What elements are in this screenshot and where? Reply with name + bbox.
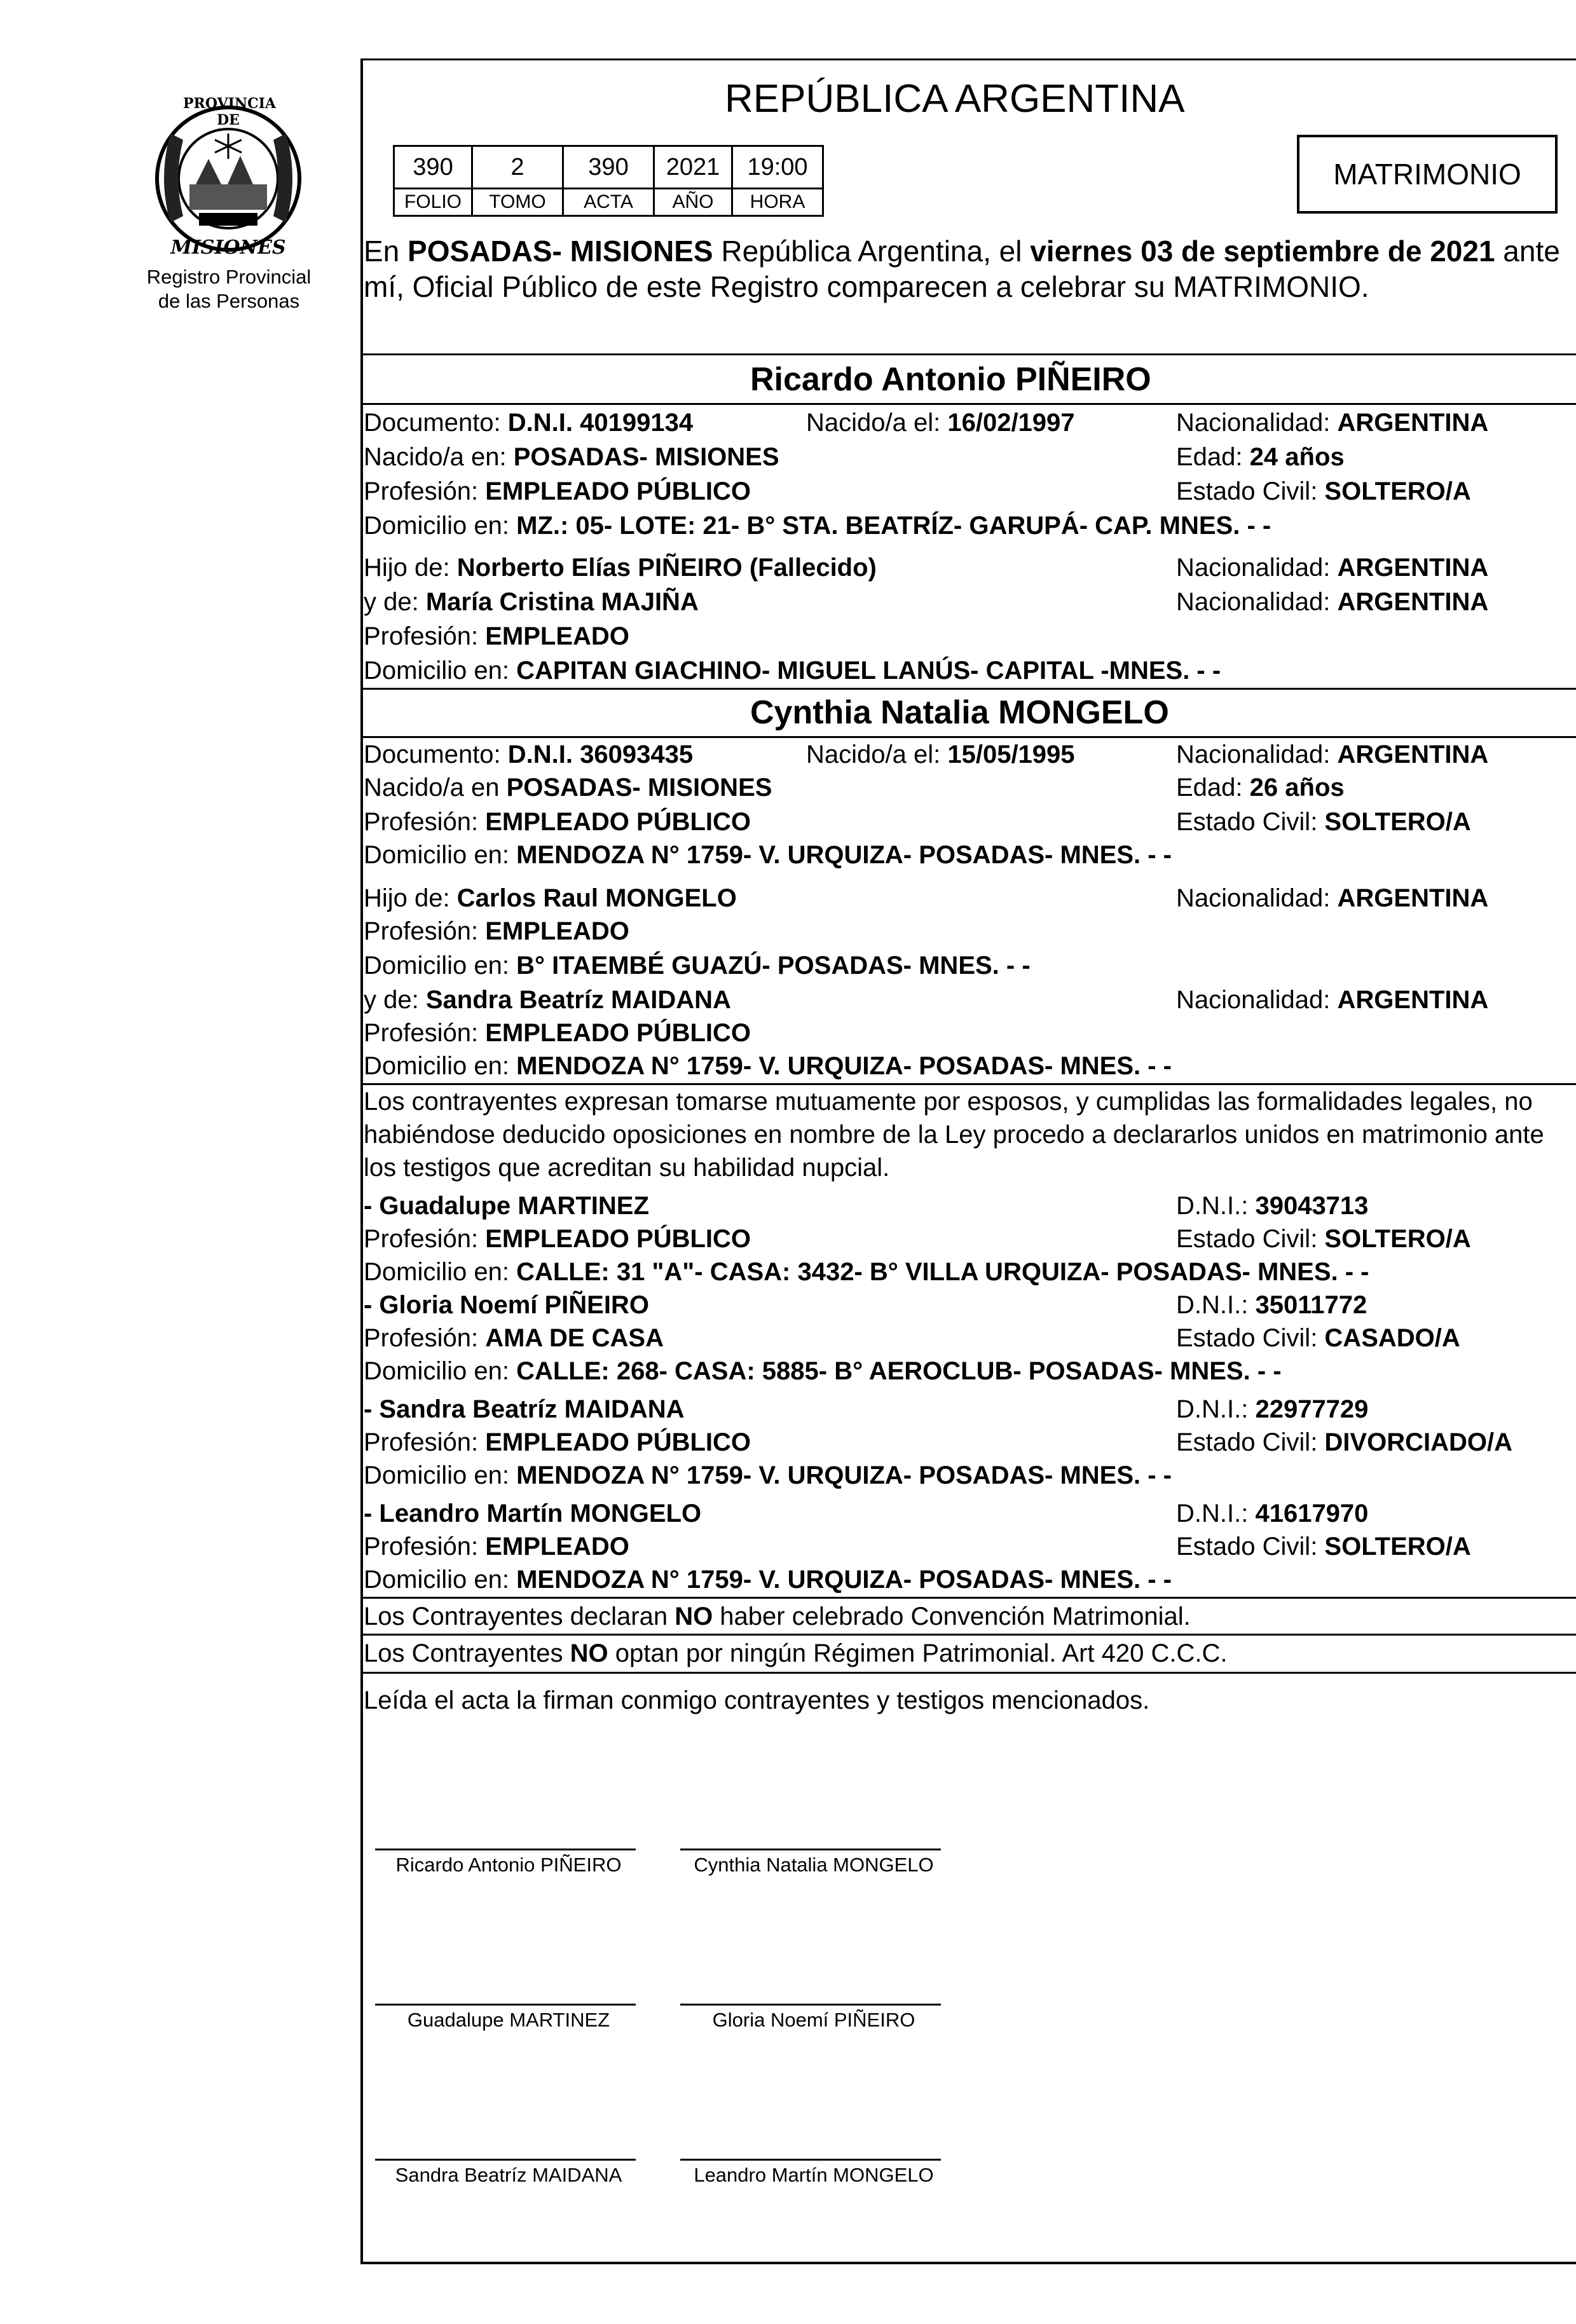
groom-address: Domicilio en: MZ.: 05- LOTE: 21- B° STA. BEATRÍZ- GARUPÁ- CAP. MNES. - - <box>364 512 1271 540</box>
act-type: MATRIMONIO <box>1333 158 1521 191</box>
ano-value: 2021 <box>654 146 732 189</box>
signature-label: Sandra Beatríz MAIDANA <box>395 2164 622 2186</box>
tomo-value: 2 <box>472 146 563 189</box>
bride-birthdate: Nacido/a el: 15/05/1995 <box>806 741 1075 769</box>
intro-line-2: mí, Oficial Público de este Registro comparecen a celebrar su MATRIMONIO. <box>364 270 1369 303</box>
tomo-label: TOMO <box>472 189 563 216</box>
signature-label: Gloria Noemí PIÑEIRO <box>712 2009 915 2031</box>
groom-mother: y de: María Cristina MAJIÑA <box>364 588 699 616</box>
witness-1-dni: D.N.I.: 39043713 <box>1176 1192 1369 1220</box>
frame-top-line <box>360 58 1576 60</box>
separator <box>360 1634 1576 1636</box>
groom-nationality: Nacionalidad: ARGENTINA <box>1176 409 1489 437</box>
bride-address: Domicilio en: MENDOZA N° 1759- V. URQUIZA- POSADAS- MNES. - - <box>364 841 1172 869</box>
seal-caption-1: Registro Provincial <box>146 266 312 288</box>
separator <box>360 1083 1576 1085</box>
witness-2-address: Domicilio en: CALLE: 268- CASA: 5885- B° AEROCLUB- POSADAS- MNES. - - <box>364 1357 1282 1385</box>
separator <box>360 403 1576 405</box>
bride-father-address: Domicilio en: B° ITAEMBÉ GUAZÚ- POSADAS- MNES. - - <box>364 952 1031 980</box>
intro-line-1: En POSADAS- MISIONES República Argentina, el viernes 03 de septiembre de 2021 ante <box>364 235 1560 268</box>
closing-text: Leída el acta la firman conmigo contrayentes y testigos mencionados. <box>364 1686 1150 1714</box>
bride-document: Documento: D.N.I. 36093435 <box>364 741 694 769</box>
bride-birthplace: Nacido/a en POSADAS- MISIONES <box>364 774 772 802</box>
witness-3-dni: D.N.I.: 22977729 <box>1176 1395 1369 1423</box>
folio-value: 390 <box>394 146 472 189</box>
signature-line <box>680 1849 941 1850</box>
groom-birthdate: Nacido/a el: 16/02/1997 <box>806 409 1075 437</box>
signature-line <box>375 1849 636 1850</box>
groom-name: Ricardo Antonio PIÑEIRO <box>750 361 1151 398</box>
separator <box>360 353 1576 355</box>
declaration-line-3: los testigos que acreditan su habilidad nupcial. <box>364 1154 890 1182</box>
witness-3-civil-status: Estado Civil: DIVORCIADO/A <box>1176 1428 1512 1456</box>
groom-mother-nationality: Nacionalidad: ARGENTINA <box>1176 588 1489 616</box>
witness-4-profession: Profesión: EMPLEADO <box>364 1533 629 1561</box>
groom-father-nationality: Nacionalidad: ARGENTINA <box>1176 554 1489 582</box>
convention-line-1: Los Contrayentes declaran NO haber celebrado Convención Matrimonial. <box>364 1603 1191 1630</box>
seal-text-bottom: MISIONES <box>170 236 286 259</box>
acta-value: 390 <box>563 146 654 189</box>
declaration-line-1: Los contrayentes expresan tomarse mutuamente por esposos, y cumplidas las formalidades legales, no <box>364 1088 1533 1116</box>
witness-3-address: Domicilio en: MENDOZA N° 1759- V. URQUIZA- POSADAS- MNES. - - <box>364 1461 1172 1489</box>
witness-2-civil-status: Estado Civil: CASADO/A <box>1176 1324 1460 1352</box>
bride-profession: Profesión: EMPLEADO PÚBLICO <box>364 808 751 836</box>
seal-text-top: PROVINCIA DE <box>183 95 276 128</box>
folio-label: FOLIO <box>394 189 472 216</box>
signature-line <box>680 2004 941 2006</box>
acta-table <box>393 145 824 217</box>
bride-mother: y de: Sandra Beatríz MAIDANA <box>364 986 731 1014</box>
witness-1-civil-status: Estado Civil: SOLTERO/A <box>1176 1225 1471 1253</box>
bride-name: Cynthia Natalia MONGELO <box>750 694 1169 731</box>
separator <box>360 688 1576 690</box>
bride-father-profession: Profesión: EMPLEADO <box>364 917 629 945</box>
witness-2-profession: Profesión: AMA DE CASA <box>364 1324 664 1352</box>
witness-4-name: - Leandro Martín MONGELO <box>364 1500 702 1528</box>
page-title: REPÚBLICA ARGENTINA <box>725 77 1185 121</box>
bride-age: Edad: 26 años <box>1176 774 1345 802</box>
groom-parents-address: Domicilio en: CAPITAN GIACHINO- MIGUEL LANÚS- CAPITAL -MNES. - - <box>364 657 1221 685</box>
witness-3-profession: Profesión: EMPLEADO PÚBLICO <box>364 1428 751 1456</box>
groom-father: Hijo de: Norberto Elías PIÑEIRO (Fallecido) <box>364 554 877 582</box>
signature-line <box>375 2004 636 2006</box>
separator <box>360 736 1576 738</box>
declaration-line-2: habiéndose deducido oposiciones en nombre de la Ley procedo a declararlos unidos en matrimonio ante <box>364 1121 1544 1149</box>
frame-left-line <box>360 58 363 2264</box>
hora-value: 19:00 <box>732 146 823 189</box>
separator <box>360 1672 1576 1674</box>
groom-document: Documento: D.N.I. 40199134 <box>364 409 694 437</box>
groom-civil-status: Estado Civil: SOLTERO/A <box>1176 477 1471 505</box>
signature-label: Leandro Martín MONGELO <box>694 2164 934 2186</box>
signature-label: Ricardo Antonio PIÑEIRO <box>395 1854 622 1876</box>
groom-profession: Profesión: EMPLEADO PÚBLICO <box>364 477 751 505</box>
convention-line-2: Los Contrayentes NO optan por ningún Régimen Patrimonial. Art 420 C.C.C. <box>364 1639 1228 1667</box>
signature-label: Guadalupe MARTINEZ <box>407 2009 610 2031</box>
bride-mother-nationality: Nacionalidad: ARGENTINA <box>1176 986 1489 1014</box>
bride-father-nationality: Nacionalidad: ARGENTINA <box>1176 884 1489 912</box>
bride-father: Hijo de: Carlos Raul MONGELO <box>364 884 737 912</box>
witness-2-name: - Gloria Noemí PIÑEIRO <box>364 1291 649 1319</box>
separator <box>360 1597 1576 1599</box>
acta-label: ACTA <box>563 189 654 216</box>
witness-3-name: - Sandra Beatríz MAIDANA <box>364 1395 685 1423</box>
groom-age: Edad: 24 años <box>1176 443 1345 471</box>
act-type-box <box>1297 135 1558 214</box>
witness-1-address: Domicilio en: CALLE: 31 "A"- CASA: 3432- B° VILLA URQUIZA- POSADAS- MNES. - - <box>364 1258 1369 1286</box>
bride-mother-address: Domicilio en: MENDOZA N° 1759- V. URQUIZA- POSADAS- MNES. - - <box>364 1052 1172 1080</box>
bride-mother-profession: Profesión: EMPLEADO PÚBLICO <box>364 1019 751 1047</box>
witness-4-address: Domicilio en: MENDOZA N° 1759- V. URQUIZA- POSADAS- MNES. - - <box>364 1566 1172 1594</box>
bride-nationality: Nacionalidad: ARGENTINA <box>1176 741 1489 769</box>
bride-civil-status: Estado Civil: SOLTERO/A <box>1176 808 1471 836</box>
signature-line <box>375 2159 636 2161</box>
groom-birthplace: Nacido/a en: POSADAS- MISIONES <box>364 443 779 471</box>
hora-label: HORA <box>732 189 823 216</box>
witness-1-profession: Profesión: EMPLEADO PÚBLICO <box>364 1225 751 1253</box>
witness-1-name: - Guadalupe MARTINEZ <box>364 1192 649 1220</box>
groom-parents-profession: Profesión: EMPLEADO <box>364 622 629 650</box>
signature-line <box>680 2159 941 2161</box>
witness-4-dni: D.N.I.: 41617970 <box>1176 1500 1369 1528</box>
witness-2-dni: D.N.I.: 35011772 <box>1176 1291 1367 1319</box>
registry-seal <box>145 95 312 262</box>
ano-label: AÑO <box>654 189 732 216</box>
frame-bottom-line <box>360 2262 1576 2264</box>
seal-caption-2: de las Personas <box>158 290 300 312</box>
signature-label: Cynthia Natalia MONGELO <box>694 1854 934 1876</box>
witness-4-civil-status: Estado Civil: SOLTERO/A <box>1176 1533 1471 1561</box>
